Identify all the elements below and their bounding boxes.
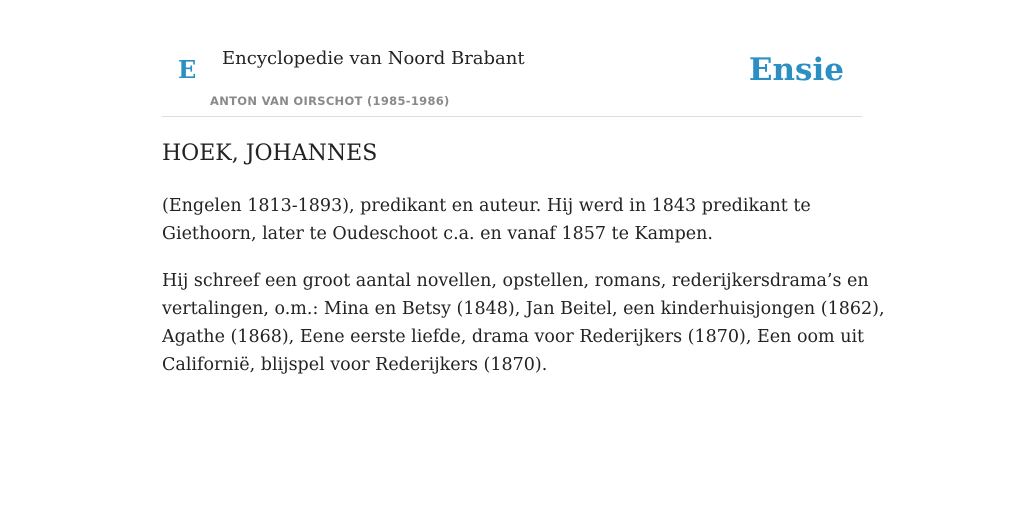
book-author: ANTON VAN OIRSCHOT (1985-1986)	[210, 94, 450, 108]
paragraph-line: vertalingen, o.m.: Mina en Betsy (1848), Jan Beitel, een kinderhuisjongen (1862),	[162, 299, 885, 319]
paragraph-line: Hij schreef een groot aantal novellen, opstellen, romans, rederijkersdrama’s en	[162, 271, 869, 291]
paragraph-line: Agathe (1868), Eene eerste liefde, drama voor Rederijkers (1870), Een oom uit	[162, 327, 865, 347]
book-header	[162, 40, 862, 117]
book-logo-icon[interactable]: E	[178, 55, 197, 84]
article	[162, 138, 885, 379]
paragraph-line: (Engelen 1813-1893), predikant en auteur. Hij werd in 1843 predikant te	[162, 196, 811, 216]
article-title: HOEK, JOHANNES	[162, 141, 378, 166]
paragraph-line: Giethoorn, later te Oudeschoot c.a. en vanaf 1857 te Kampen.	[162, 224, 713, 244]
paragraph-line: Californië, blijspel voor Rederijkers (1870).	[162, 355, 548, 375]
article-paragraph-2	[162, 267, 885, 379]
ensie-logo-link[interactable]: Ensie	[748, 52, 844, 88]
book-title-link[interactable]: Encyclopedie van Noord Brabant	[222, 48, 525, 69]
article-paragraph-1	[162, 192, 862, 248]
